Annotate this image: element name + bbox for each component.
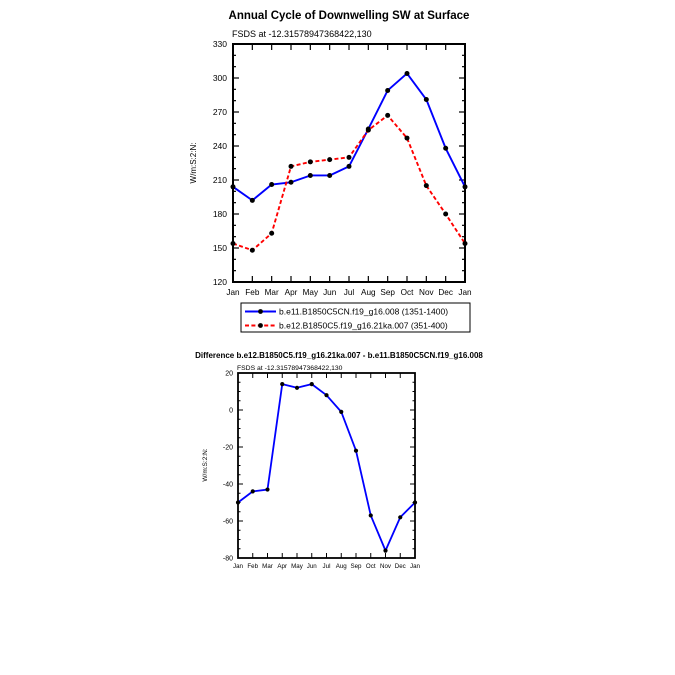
data-point-marker bbox=[405, 136, 410, 141]
x-tick-label: Jan bbox=[410, 563, 420, 570]
y-tick-label: 150 bbox=[212, 242, 227, 253]
y-tick-label: 330 bbox=[212, 38, 227, 49]
x-tick-label: Jul bbox=[322, 563, 331, 570]
data-point-marker bbox=[251, 489, 255, 493]
data-point-marker bbox=[269, 231, 274, 236]
data-point-marker bbox=[289, 180, 294, 185]
y-tick-label: 270 bbox=[212, 106, 227, 117]
data-point-marker bbox=[250, 198, 255, 203]
data-point-marker bbox=[327, 157, 332, 162]
y-tick-label: 180 bbox=[212, 208, 227, 219]
x-tick-label: Aug bbox=[361, 288, 376, 297]
data-point-marker bbox=[443, 212, 448, 217]
data-point-marker bbox=[347, 155, 352, 160]
x-tick-label: Oct bbox=[400, 288, 414, 297]
axis-frame bbox=[233, 44, 465, 282]
x-tick-label: Feb bbox=[247, 563, 259, 570]
x-tick-label: Mar bbox=[264, 288, 279, 297]
y-tick-label: -80 bbox=[222, 555, 233, 563]
x-tick-label: Sep bbox=[380, 288, 395, 297]
data-point-marker bbox=[308, 159, 313, 164]
data-point-marker bbox=[398, 515, 402, 519]
series-line bbox=[233, 73, 465, 200]
x-tick-label: Sep bbox=[350, 563, 362, 570]
data-point-marker bbox=[383, 549, 387, 553]
data-point-marker bbox=[231, 241, 236, 246]
data-point-marker bbox=[424, 97, 429, 102]
bottom-chart-title: Difference b.e12.B1850C5.f19_g16.21ka.007 - b.e11.B1850C5CN.f19_g16.008 bbox=[195, 351, 483, 360]
legend-label-series-2: b.e12.B1850C5.f19_g16.21ka.007 (351-400) bbox=[279, 320, 448, 331]
x-tick-label: Aug bbox=[335, 563, 347, 570]
data-point-marker bbox=[327, 173, 332, 178]
x-tick-label: Nov bbox=[379, 563, 392, 570]
x-tick-label: Jan bbox=[458, 288, 472, 297]
data-point-marker bbox=[354, 449, 358, 453]
data-point-marker bbox=[369, 513, 373, 517]
x-tick-label: Dec bbox=[394, 563, 406, 570]
data-point-marker bbox=[289, 164, 294, 169]
bottom-chart-subtitle: FSDS at -12.31578947368422,130 bbox=[237, 365, 343, 372]
top-chart-plot bbox=[213, 39, 472, 297]
data-point-marker bbox=[324, 393, 328, 397]
y-tick-label: -20 bbox=[222, 444, 233, 452]
x-tick-label: May bbox=[302, 288, 319, 297]
data-point-marker bbox=[385, 88, 390, 93]
y-tick-label: -40 bbox=[222, 481, 233, 489]
top-chart-subtitle: FSDS at -12.31578947368422,130 bbox=[232, 29, 372, 39]
data-point-marker bbox=[269, 182, 274, 187]
y-tick-label: 120 bbox=[212, 276, 227, 287]
x-tick-label: Jan bbox=[233, 563, 243, 570]
data-point-marker bbox=[265, 487, 269, 491]
bottom-chart-plot bbox=[223, 370, 421, 570]
x-tick-label: Dec bbox=[438, 288, 453, 297]
data-point-marker bbox=[347, 164, 352, 169]
legend-label-series-1: b.e11.B1850C5CN.f19_g16.008 (1351-1400) bbox=[279, 306, 449, 317]
data-point-marker bbox=[463, 241, 468, 246]
legend bbox=[241, 303, 470, 332]
y-tick-label: 210 bbox=[212, 174, 227, 185]
x-tick-label: Jul bbox=[343, 288, 355, 297]
x-tick-label: Jan bbox=[226, 288, 240, 297]
data-point-marker bbox=[231, 184, 236, 189]
series-line bbox=[233, 115, 465, 250]
x-tick-label: Nov bbox=[419, 288, 434, 297]
x-tick-label: Apr bbox=[284, 288, 298, 297]
data-point-marker bbox=[236, 500, 240, 504]
legend-marker-dot-icon bbox=[258, 323, 263, 328]
data-point-marker bbox=[443, 146, 448, 151]
data-point-marker bbox=[366, 128, 371, 133]
x-tick-label: May bbox=[291, 563, 303, 570]
top-chart-title: Annual Cycle of Downwelling SW at Surface bbox=[228, 10, 470, 22]
data-point-marker bbox=[339, 410, 343, 414]
data-point-marker bbox=[250, 248, 255, 253]
legend-marker-dot-icon bbox=[258, 309, 263, 314]
data-point-marker bbox=[413, 500, 417, 504]
y-tick-label: 0 bbox=[229, 407, 233, 415]
x-tick-label: Jun bbox=[323, 288, 337, 297]
x-tick-label: Apr bbox=[277, 563, 288, 570]
y-tick-label: 20 bbox=[225, 370, 233, 378]
data-point-marker bbox=[310, 382, 314, 386]
bottom-chart-y-axis-label: W/m:S:2:N: bbox=[202, 448, 209, 482]
x-tick-label: Jun bbox=[306, 563, 317, 570]
data-point-marker bbox=[280, 382, 284, 386]
data-point-marker bbox=[424, 183, 429, 188]
x-tick-label: Feb bbox=[245, 288, 260, 297]
data-point-marker bbox=[308, 173, 313, 178]
x-tick-label: Oct bbox=[365, 563, 376, 570]
y-tick-label: 300 bbox=[212, 72, 227, 83]
y-tick-label: 240 bbox=[212, 140, 227, 151]
data-point-marker bbox=[385, 113, 390, 118]
data-point-marker bbox=[295, 386, 299, 390]
x-tick-label: Mar bbox=[262, 563, 273, 570]
y-tick-label: -60 bbox=[222, 518, 233, 526]
data-point-marker bbox=[405, 71, 410, 76]
axis-frame bbox=[238, 373, 415, 558]
series-line bbox=[238, 384, 415, 550]
top-chart-y-axis-label: W/m:S:2:N: bbox=[189, 142, 198, 184]
data-point-marker bbox=[463, 184, 468, 189]
